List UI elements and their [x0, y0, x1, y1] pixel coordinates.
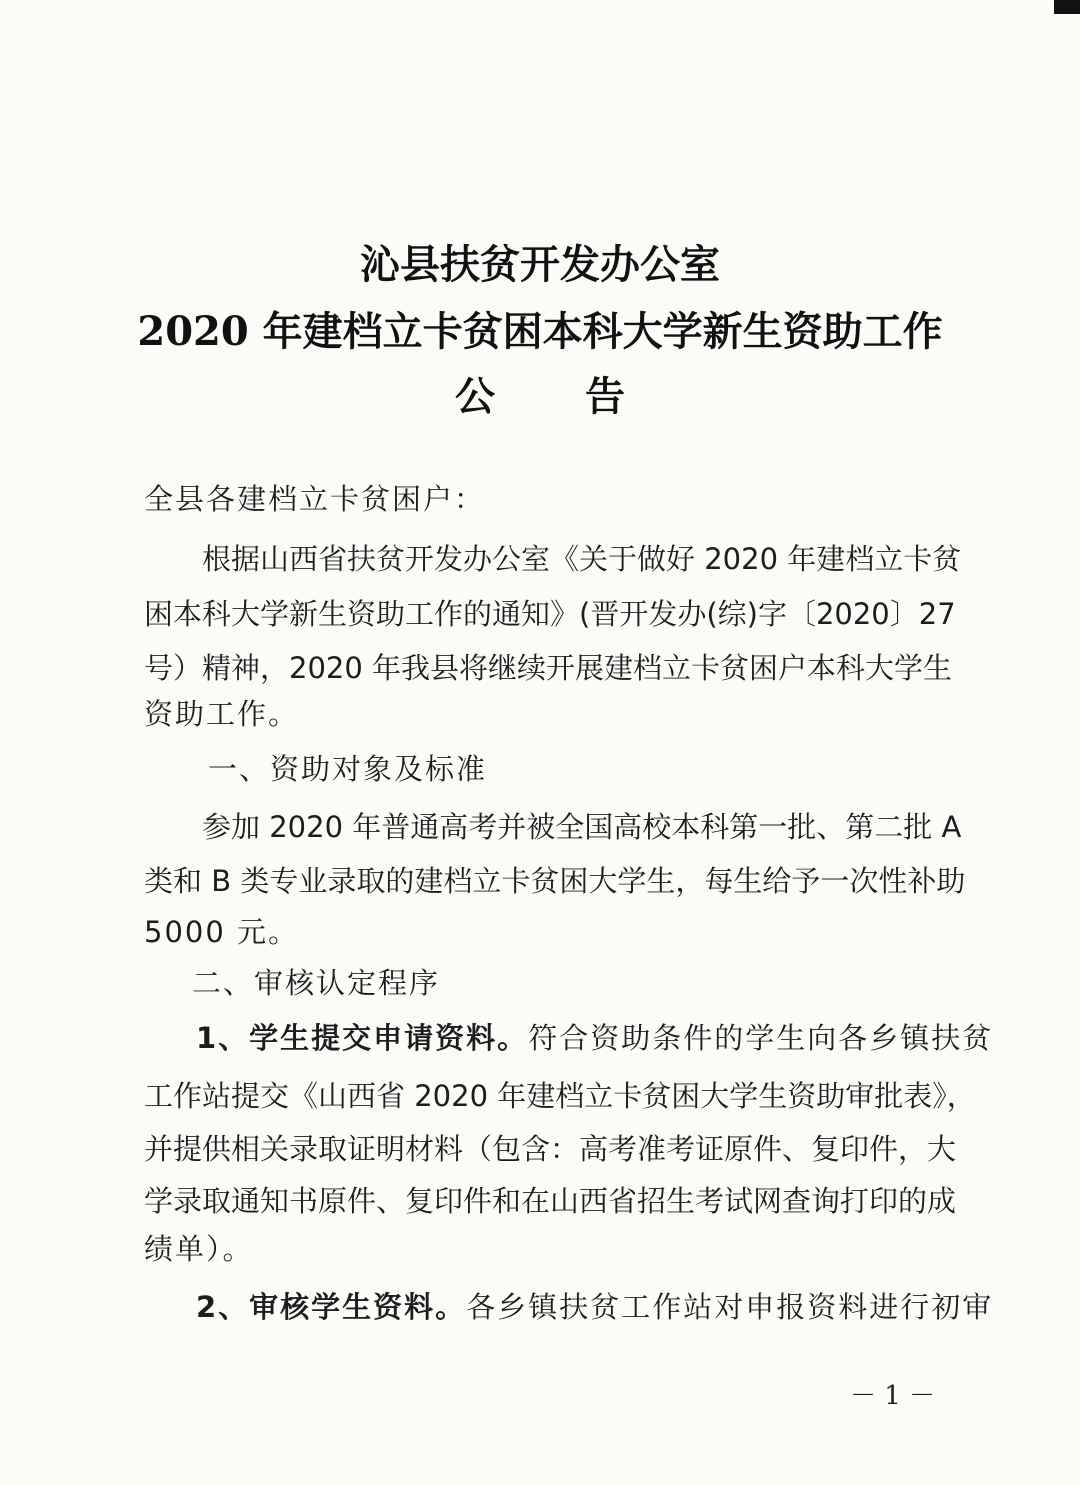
item1-line: 学录取通知书原件、复印件和在山西省招生考试网查询打印的成	[144, 1184, 957, 1218]
item1-text: 符合资助条件的学生向各乡镇扶贫	[528, 1021, 994, 1055]
item2-first-line	[196, 1286, 994, 1328]
intro-line: 资助工作。	[144, 697, 300, 731]
section1-line: 参加 2020 年普通高考并被全国高校本科第一批、第二批 A	[202, 810, 962, 844]
item1-line: 绩单）。	[144, 1232, 254, 1266]
intro-line: 号）精神，2020 年我县将继续开展建档立卡贫困户本科大学生	[144, 651, 953, 685]
title-notice: 公告	[455, 373, 715, 420]
section-heading-1: 一、资助对象及标准	[208, 752, 488, 786]
section-heading-2: 二、审核认定程序	[192, 966, 441, 1000]
page-number: － 1 －	[850, 1381, 936, 1411]
item2-text: 各乡镇扶贫工作站对申报资料进行初审	[466, 1290, 994, 1324]
item2-lead: 2、审核学生资料。	[196, 1290, 467, 1324]
title-issuer: 沁县扶贫开发办公室	[360, 241, 720, 288]
section1-line: 类和 B 类专业录取的建档立卡贫困大学生，每生给予一次性补助	[144, 864, 966, 898]
scan-edge-mark	[1054, 0, 1080, 14]
salutation: 全县各建档立卡贫困户：	[144, 482, 486, 516]
intro-line: 根据山西省扶贫开发办公室《关于做好 2020 年建档立卡贫	[202, 542, 962, 576]
item1-first-line	[196, 1017, 994, 1059]
section1-line: 5000 元。	[144, 915, 300, 949]
item1-line: 工作站提交《山西省 2020 年建档立卡贫困大学生资助审批表》，	[144, 1079, 976, 1113]
item1-line: 并提供相关录取证明材料（包含：高考准考证原件、复印件，大	[144, 1132, 957, 1166]
item1-lead: 1、学生提交申请资料。	[196, 1021, 529, 1055]
title-subject: 2020 年建档立卡贫困本科大学新生资助工作	[137, 308, 943, 355]
intro-line: 困本科大学新生资助工作的通知》(晋开发办(综)字〔2020〕27	[144, 597, 956, 631]
